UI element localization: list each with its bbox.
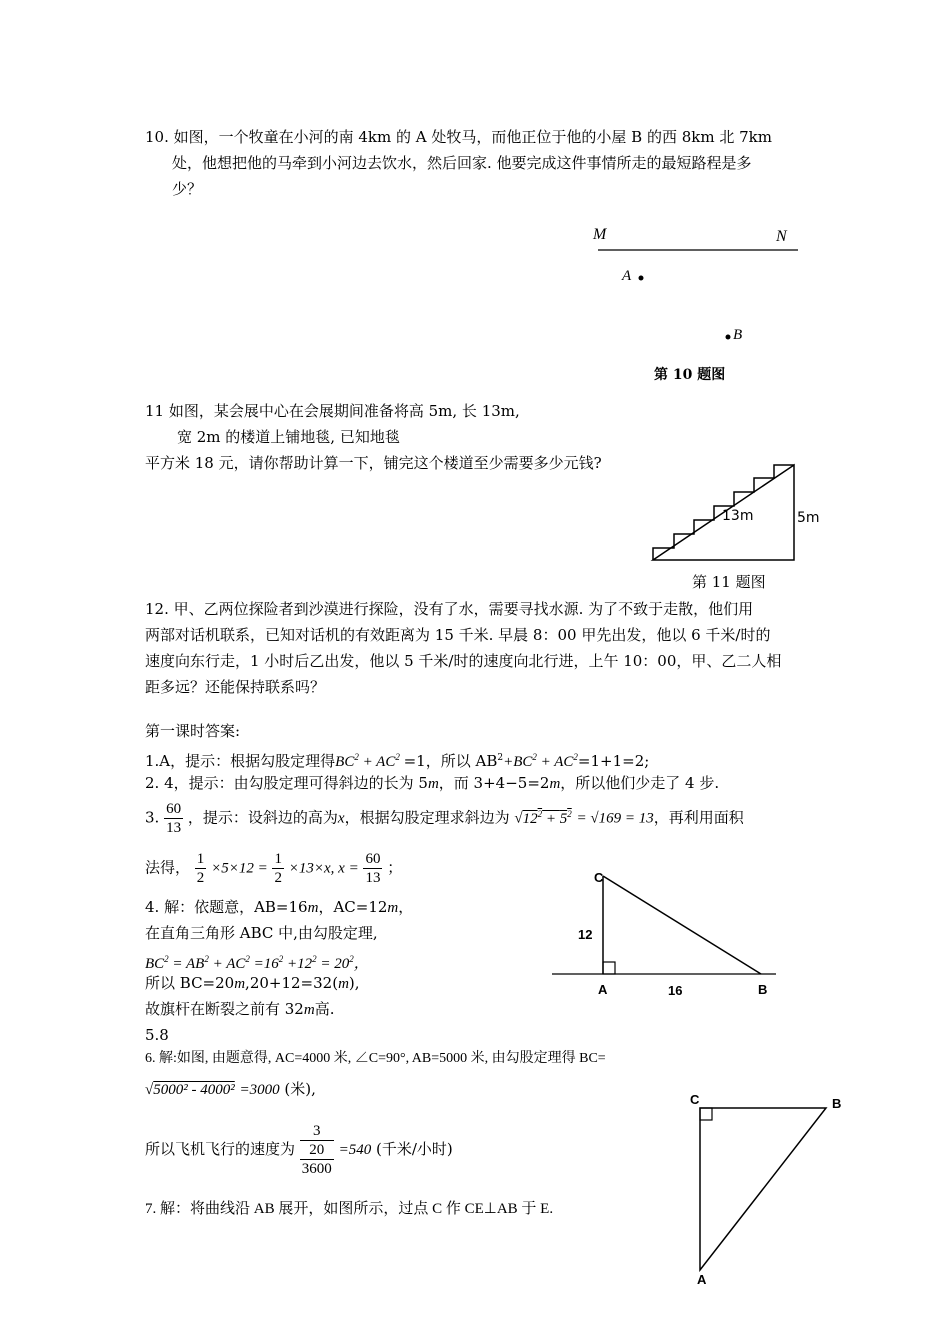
q11-line2: 宽 2m 的楼道上铺地毯, 已知地毯 [177,428,400,446]
answer-4-line1: 4. 解：依题意，AB=16m，AC=12m， [145,898,414,916]
answer-4-line5: 故旗杆在断裂之前有 32m高. [145,1000,335,1018]
label-m: M [593,226,607,243]
fig6-a: A [697,1272,707,1287]
answer-3-line2: 法得， $\frac{1}{2}$ ×5×12 = $\frac{1}{2}$ ×13×x, x = $\frac{60}{13}$ ； [145,851,403,886]
q12-line3: 速度向东行走，1 小时后乙出发，他以 5 千米/时的速度向北行进，上午 10：00，甲、乙二人相 [145,652,782,670]
fig4-side-ab: 16 [668,983,683,998]
q10-caption: 第 10 题图 [654,367,726,383]
q11-line1: 11 如图，某会展中心在会展期间准备将高 5m, 长 13m, [145,402,520,420]
fig4-side-ac: 12 [578,927,593,942]
label-n: N [776,228,787,245]
fig6-b: B [832,1096,842,1111]
answer-4-line2: 在直角三角形 ABC 中,由勾股定理, [145,924,378,942]
q10-line3: 少？ [172,180,203,198]
q11-caption: 第 11 题图 [692,573,766,591]
fig4-a: A [598,982,608,997]
answer-2: 2. 4，提示：由勾股定理可得斜边的长为 5m，而 3+4−5=2m，所以他们少走了 4 步. [145,774,720,792]
q12-line1: 12. 甲、乙两位探险者到沙漠进行探险，没有了水，需要寻找水源. 为了不致于走散，他们用 [145,600,754,618]
fig4-c: C [594,870,604,885]
answer-6-line2: √5000² - 4000² =3000 (米), [145,1080,316,1098]
fig4-b: B [758,982,768,997]
plane-figure [690,1100,830,1276]
answer-1: 1.A，提示：根据勾股定理得$BC^2 + AC^2 =1$，所以 $AB^2+BC^2 + AC^2=1+1=2$; [145,752,650,770]
q12-line2: 两部对话机联系，已知对话机的有效距离为 15 千米. 早晨 8：00 甲先出发，他以 6 千米/时的 [145,626,771,644]
answer-4-line4: 所以 BC=20m,20+12=32(m), [145,974,360,992]
hyp-label: 13m [722,508,754,524]
answer-3-line1: 3. $\frac{60}{13}$ ，提示：设斜边的高为x，根据勾股定理求斜边为 $√12^2 + 5^2 = √169 = 13$，再利用面积 [145,801,744,836]
answers-title: 第一课时答案: [145,722,241,740]
label-b: B [733,327,743,343]
label-a: A [622,268,632,284]
answer-7: 7. 解：将曲线沿 AB 展开，如图所示，过点 C 作 CE⊥AB 于 E. [145,1201,554,1217]
q11-line3: 平方米 18 元，请你帮助计算一下，铺完这个楼道至少需要多少元钱? [145,454,602,472]
q12-line4: 距多远？还能保持联系吗？ [145,678,326,696]
answer-6-line3: 所以飞机飞行的速度为 3 20 3600 =540 (千米/小时) [145,1123,453,1177]
flagpole-figure [548,868,780,978]
q10-line1: 10. 如图，一个牧童在小河的南 4km 的 A 处牧马，而他正位于他的小屋 B 的西 8km 北 7km [145,128,772,146]
fig6-c: C [690,1092,700,1107]
answer-4-line3: $BC^2 = AB^2 + AC^2 =16^2 +12^2 = 20^2$， [145,954,369,972]
answer-6-line1: 6. 解:如图, 由题意得, AC=4000 米, ∠C=90°, AB=5000 米, 由勾股定理得 BC= [145,1051,606,1066]
q10-line2: 处，他想把他的马牵到小河边去饮水，然后回家. 他要完成这件事情所走的最短路程是多 [172,154,752,172]
height-label: 5m [797,510,820,526]
answer-5: 5.8 [145,1026,169,1044]
